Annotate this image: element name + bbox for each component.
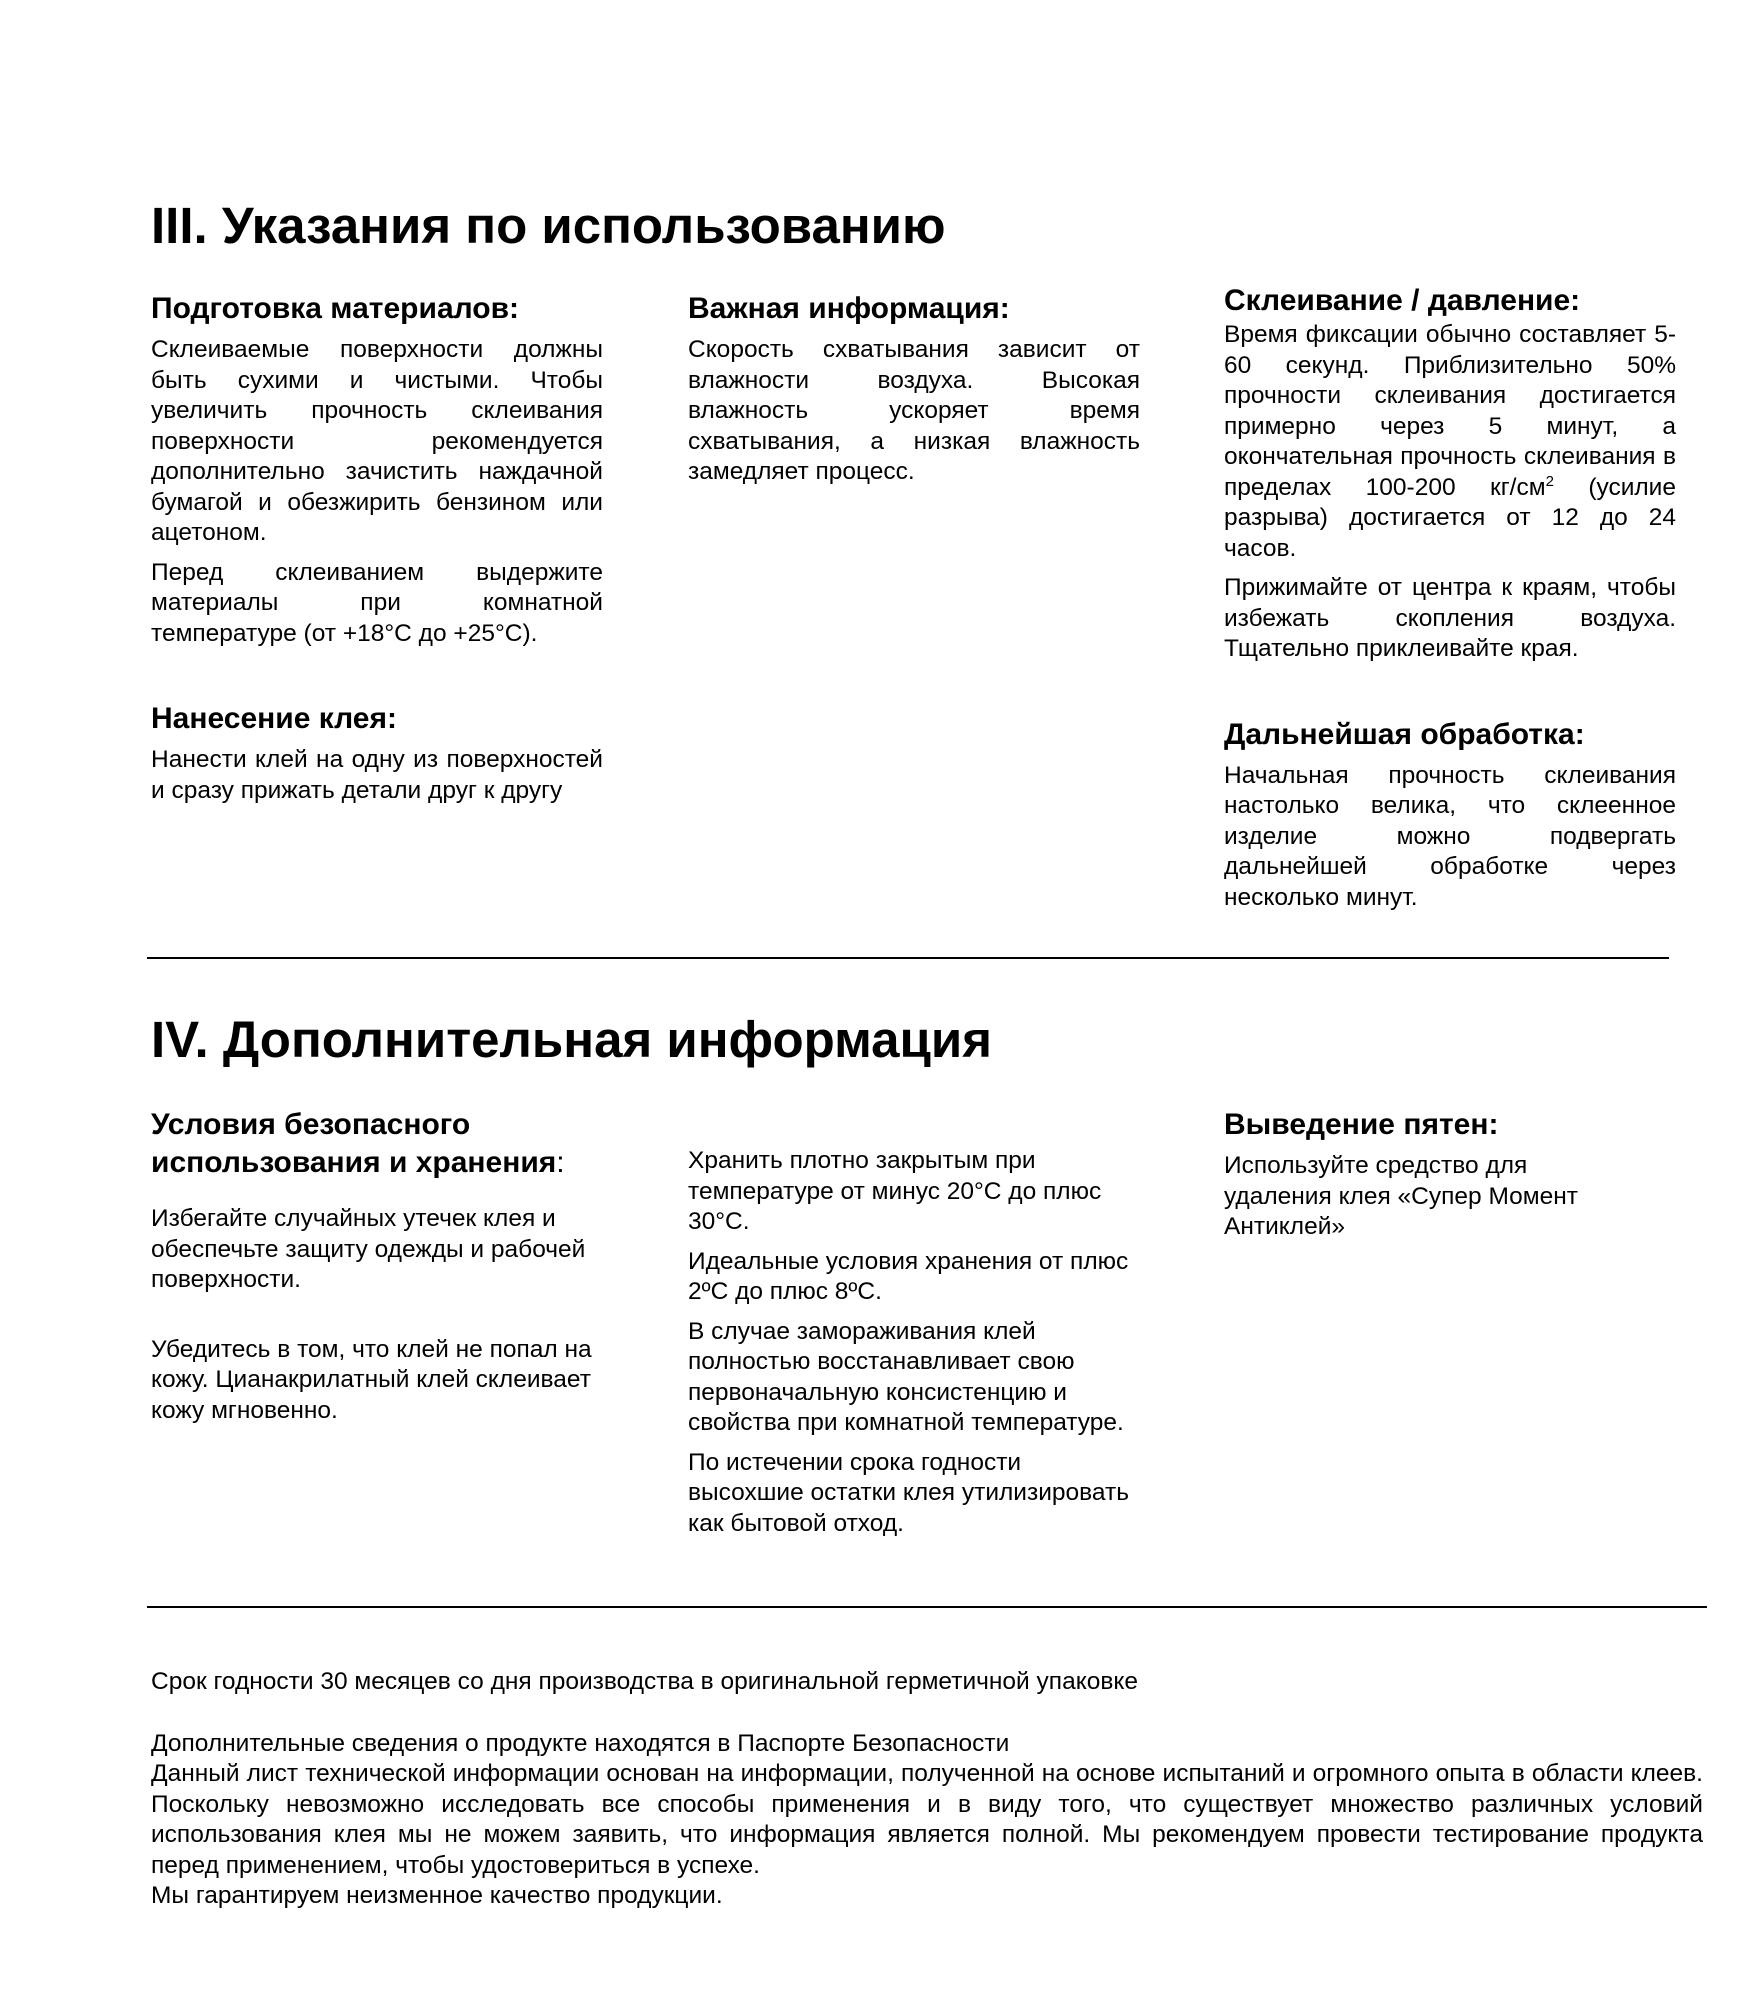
section-4-column-3	[1224, 1106, 1676, 1252]
section-3-column-3	[1224, 282, 1676, 922]
guarantee-text: Мы гарантируем неизменное качество продукции.	[151, 1882, 723, 1909]
paragraph-freezing: В случае замораживания клей полностью восстанавливает свою первоначальную консистенцию и свойства при комнатной температуре.	[688, 1317, 1124, 1436]
heading-safe-use-storage: Условия безопасного использования и хранения:	[151, 1108, 565, 1179]
paragraph-stain-removal: Используйте средство для удаления клея «Супер Момент Антиклей»	[1224, 1152, 1578, 1240]
heading-bonding-pressure: Склеивание / давление:	[1224, 284, 1581, 317]
superscript-2: 2	[1545, 472, 1554, 490]
paragraph-room-temperature: Перед склеиванием выдержите материалы при комнатной температуре (от +18°C до +25°C).	[151, 558, 603, 647]
section-4-column-1	[151, 1106, 603, 1435]
heading-glue-application: Нанесение клея:	[151, 702, 397, 735]
footer	[151, 1667, 1703, 1912]
paragraph-ideal-storage: Идеальные условия хранения от плюс 2ºС до плюс 8ºС.	[688, 1247, 1129, 1305]
disclaimer-text: Данный лист технической информации основан на информации, полученной на основе испытаний и огромного опыта в области клеев. Поскольку невозможно исследовать все способы применения и в виду того, что существует множество различных условий использования клея мы не можем заявить, что информация является полной. Мы рекомендуем провести тестирование продукта перед применением, чтобы удостовериться в успехе.	[151, 1760, 1703, 1879]
section-3-title: III. Указания по использованию	[151, 197, 946, 254]
divider-1	[147, 957, 1669, 959]
heading-important-info: Важная информация:	[688, 292, 1010, 325]
paragraph-press-edges: Прижимайте от центра к краям, чтобы избежать скопления воздуха. Тщательно приклеивайте края.	[1224, 574, 1676, 662]
divider-2	[147, 1606, 1707, 1608]
paragraph-humidity: Скорость схватывания зависит от влажности воздуха. Высокая влажность ускоряет время схватывания, а низкая влажность замедляет процесс.	[688, 336, 1140, 485]
paragraph-storage-temperature: Хранить плотно закрытым при температуре от минус 20°C до плюс 30°C.	[688, 1147, 1102, 1235]
section-4-title: IV. Дополнительная информация	[151, 1011, 993, 1068]
paragraph-skin-warning: Убедитесь в том, что клей не попал на кожу. Цианакрилатный клей склеивает кожу мгновенно.	[151, 1335, 592, 1424]
shelf-life-text: Срок годности 30 месяцев со дня производства в оригинальной герметичной упаковке	[151, 1668, 1138, 1695]
paragraph-further-processing: Начальная прочность склеивания настолько велика, что склеенное изделие можно подвергать дальнейшей обработке через несколько минут.	[1224, 761, 1676, 911]
heading-material-preparation: Подготовка материалов:	[151, 292, 520, 325]
paragraph-glue-application: Нанести клей на одну из поверхностей и сразу прижать детали друг к другу	[151, 746, 603, 804]
paragraph-fixation-time: Время фиксации обычно составляет 5-60 секунд. Приблизительно 50% прочности склеивания достигается примерно через 5 минут, а окончательная прочность склеивания в пределах 100-200 $кг/см^2$ (усилие разрыва) достигается от 12 до 24 часов.	[1224, 321, 1676, 562]
paragraph-avoid-leaks: Избегайте случайных утечек клея и обеспечьте защиту одежды и рабочей поверхности.	[151, 1205, 586, 1293]
section-4-column-2	[688, 1146, 1140, 1548]
section-3-column-1	[151, 290, 603, 815]
safety-passport-text: Дополнительные сведения о продукте находятся в Паспорте Безопасности	[151, 1729, 1010, 1757]
heading-further-processing: Дальнейшая обработка:	[1224, 717, 1585, 751]
heading-stain-removal: Выведение пятен:	[1224, 1108, 1499, 1141]
section-3-column-2	[688, 290, 1140, 497]
paragraph-disposal: По истечении срока годности высохшие остатки клея утилизировать как бытовой отход.	[688, 1448, 1129, 1537]
paragraph-surface-preparation: Склеиваемые поверхности должны быть сухими и чистыми. Чтобы увеличить прочность склеивания поверхности рекомендуется дополнительно зачистить наждачной бумагой и обезжирить бензином или ацетоном.	[151, 336, 603, 546]
